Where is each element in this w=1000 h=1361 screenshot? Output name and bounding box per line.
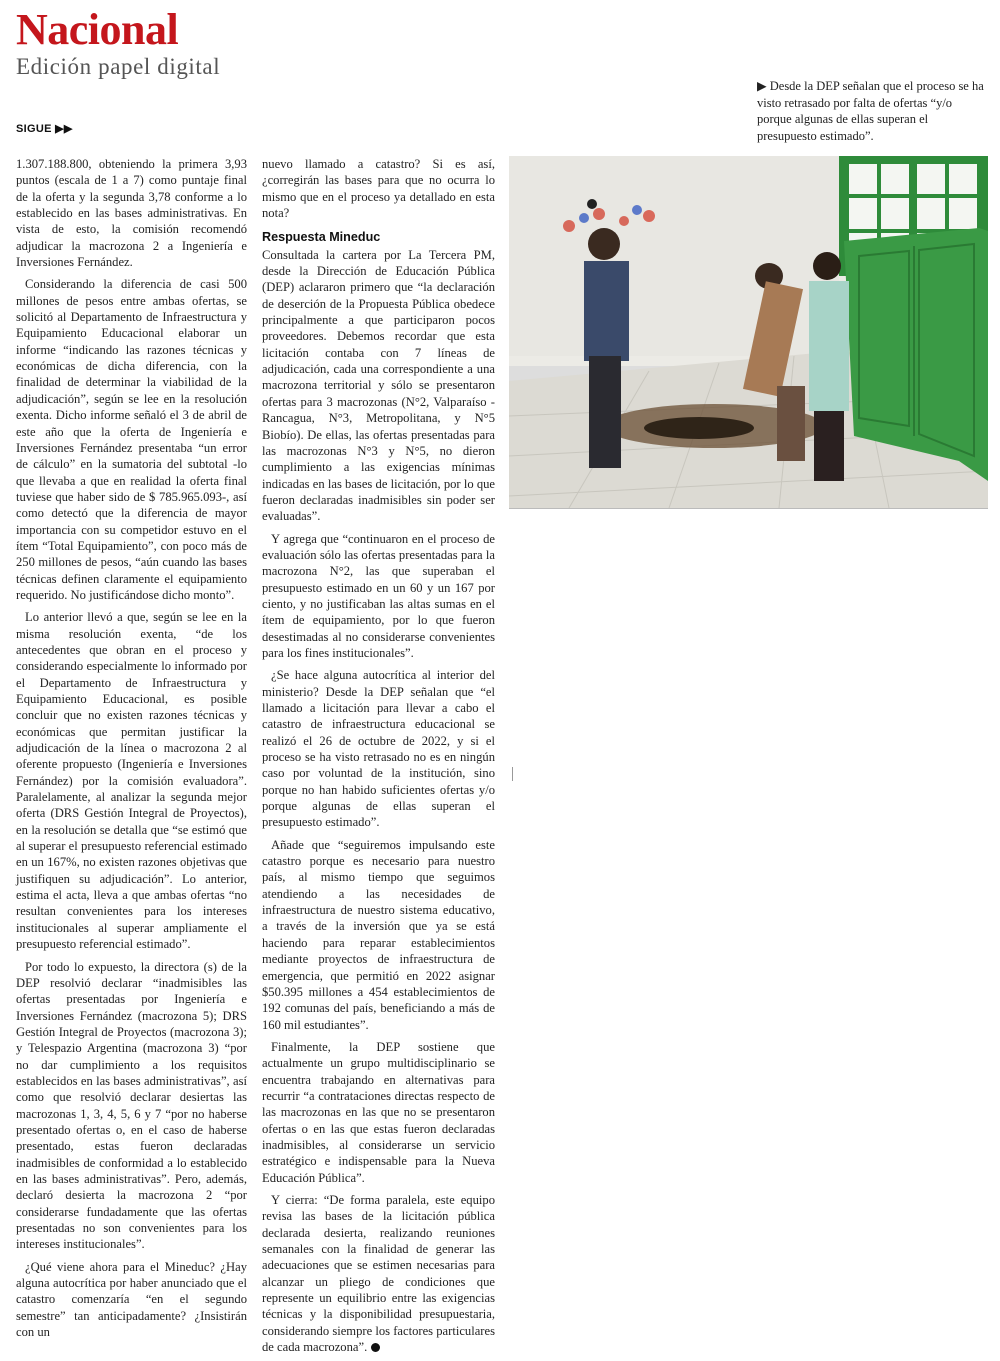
photo-caption: ▶ Desde la DEP señalan que el proceso se ha visto retrasado por falta de ofertas “y/o porque algunas de ellas superan el presupuesto estimado”. <box>757 79 984 143</box>
closing-text: Y cierra: “De forma paralela, este equipo revisa las bases de la licitación pública declarada desierta, realizando reuniones semanales con la finalidad de generar las adecuaciones que se estimen necesarias para alcanzar un pliego de condiciones que represente un equilibrio entre las exigencias técnicas y la disponibilidad presupuestaria, considerando siempre los factores particulares de cada macrozona”. <box>262 1192 495 1355</box>
continue-label: SIGUE ▶▶ <box>16 123 73 135</box>
subheading: Respuesta Mineduc <box>262 230 381 245</box>
paragraph: ¿Qué viene ahora para el Mineduc? ¿Hay alguna autocrítica por haber anunciado que el catastro comenzaría “en el segundo semestre” tan anticipadamente? ¿Insistirán con un <box>16 1259 247 1340</box>
paragraph: Y agrega que “continuaron en el proceso de evaluación sólo las ofertas presentadas para la macrozona N°2, las que superaban el presupuesto estimado en un 60 y un 167 por ciento, y no justificaban las altas sumas en el ítem de equipamiento, por lo que fueron desestimadas al no considerarse convenientes para los fines institucionales”. <box>262 531 495 660</box>
article-column-1 <box>16 156 247 1346</box>
paragraph: Finalmente, la DEP sostiene que actualmente un grupo multidisciplinario se encuentra trabajando en alternativas para recurrir “a contrataciones directas respecto de las macrozonas en las que no se presentaron ofertas o en las que estas fueron declaradas inadmisibles, al considerarse un servicio estratégico e indispensable para la Nueva Educación Pública”. <box>262 1039 495 1185</box>
article-photo <box>509 156 988 508</box>
article-column-2 <box>262 156 495 1361</box>
photo-rule <box>509 508 988 509</box>
closing-paragraph <box>262 1192 495 1355</box>
section-title: Nacional <box>16 5 179 54</box>
stray-mark <box>512 767 513 781</box>
paragraph: Por todo lo expuesto, la directora (s) de la DEP resolvió declarar “inadmisibles las ofertas presentadas por Ingeniería e Inversiones Fernández (macrozona 5); DRS Gestión Integral de Proyectos (macrozona 3); y Telespazio Argentina (macrozona 3) “por no dar cumplimiento a los requisitos establecidos en las bases administrativas”, así como que resolvió declarar desiertas las macrozonas 1, 3, 4, 5, 6 y 7 “por no haberse presentado ofertas o, en el caso de haberse presentado, estas fueron declaradas inadmisibles de conformidad a lo establecido en las bases administrativas”. Pero, además, declaró desierta la macrozona 2 “por considerarse fundadamente que las ofertas presentadas no son convenientes para los intereses institucionales”. <box>16 959 247 1252</box>
edition-subtitle: Edición papel digital <box>16 54 221 79</box>
paragraph: Consultada la cartera por La Tercera PM, desde la Dirección de Educación Pública (DEP) aclararon primero que “la declaración de deserción de la Propuesta Pública obedece principalmente a que participaron pocos proveedores. Debemos recordar que esta licitación contaba con 7 líneas de adjudicación, cada una correspondiente a una macrozona territorial y sólo se presentaron ofertas para 3 macrozonas (N°2, Valparaíso - Rancagua, N°3, Metropolitana, y N°5 Biobío). De ellas, las ofertas presentadas para las macrozonas N°3 y N°5, no dieron cumplimiento a las exigencias mínimas indicadas en las bases de licitación, por lo que fueron declaradas inadmisibles sin poder ser evaluadas”. <box>262 247 495 524</box>
masthead <box>16 5 221 80</box>
paragraph: 1.307.188.800, obteniendo la primera 3,93 puntos (escala de 1 a 7) como puntaje final de la oferta y la segunda 3,78 conforme a lo establecido en las bases administrativas. En vista de esto, la comisión recomendó adjudicar la macrozona 2 a Ingeniería e Inversiones Fernández. <box>16 157 247 270</box>
classroom-photo-illustration <box>509 156 988 508</box>
paragraph: Añade que “seguiremos impulsando este catastro porque es necesario para nuestro país, al mismo tiempo que seguimos atendiendo a las necesidades de infraestructura de nuestro sistema educativo, a través de la inversión que ya se está haciendo para reparar establecimientos mediante proyectos de infraestructura de emergencia, que permitió en 2022 asignar $50.395 millones a 454 establecimientos de 192 comunas del país, beneficiando a más de 160 mil estudiantes”. <box>262 837 495 1032</box>
paragraph: Considerando la diferencia de casi 500 millones de pesos entre ambas ofertas, se solicitó al Departamento de Infraestructura y Equipamiento Educacional elaborar un informe “indicando las razones técnicas y económicas de dicha diferencia, con la finalidad de determinar la viabilidad de la adjudicación”, según se lee en la resolución exenta. Dicho informe señaló el 3 de abril de este año que la oferta de Ingeniería e Inversiones Fernández presentaba “un error de cálculo” en la sumatoria del subtotal -lo que llevaba a que en realidad la oferta final tuviese que haber sido de $ 785.965.093-, así como detectó que la diferencia de mayor importancia con su competidor estuvo en el ítem “Total Equipamiento”, con poco más de 250 millones de pesos, “aún cuando las bases técnicas definen claramente el equipamiento requerido. No justificándose dicho monto”. <box>16 277 247 602</box>
end-mark-icon <box>371 1343 380 1352</box>
paragraph: nuevo llamado a catastro? Si es así, ¿corregirán las bases para que no ocurra lo mismo que en el proceso ya detallado en esta nota? <box>262 157 495 221</box>
paragraph: Lo anterior llevó a que, según se lee en la misma resolución exenta, “de los antecedentes que obran en el proceso y considerando especialmente lo informado por el Departamento de Infraestructura y Equipamiento Educacional, es posible concluir que no existen razones técnicas y económicas que permitan justificar la adjudicación de la línea o macrozona 2 al oferente propuesto (Ingeniería e Inversiones Fernández) por la comisión evaluadora”. Paralelamente, al analizar la segunda mejor oferta (DRS Gestión Integral de Proyectos), en la resolución se detalla que “se estimó que al superar el presupuesto referencial estimado en un 167%, no existen razones objetivas que justifiquen su adjudicación”. Lo anterior, estima el acta, lleva a que ambas ofertas “no resultan convenientes para los intereses institucionales al superar ampliamente el presupuesto referencial estimado”. <box>16 610 247 952</box>
paragraph: ¿Se hace alguna autocrítica al interior del ministerio? Desde la DEP señalan que “el llamado a licitación para llevar a cabo el catastro de infraestructura educacional se realizó el 26 de octubre de 2022, y si el proceso se ha visto retrasado no es en ningún caso por voluntad de la institución, sino porque no han habido suficientes ofertas y/o porque algunas de ellas superan el presupuesto estimado”. <box>262 668 495 830</box>
